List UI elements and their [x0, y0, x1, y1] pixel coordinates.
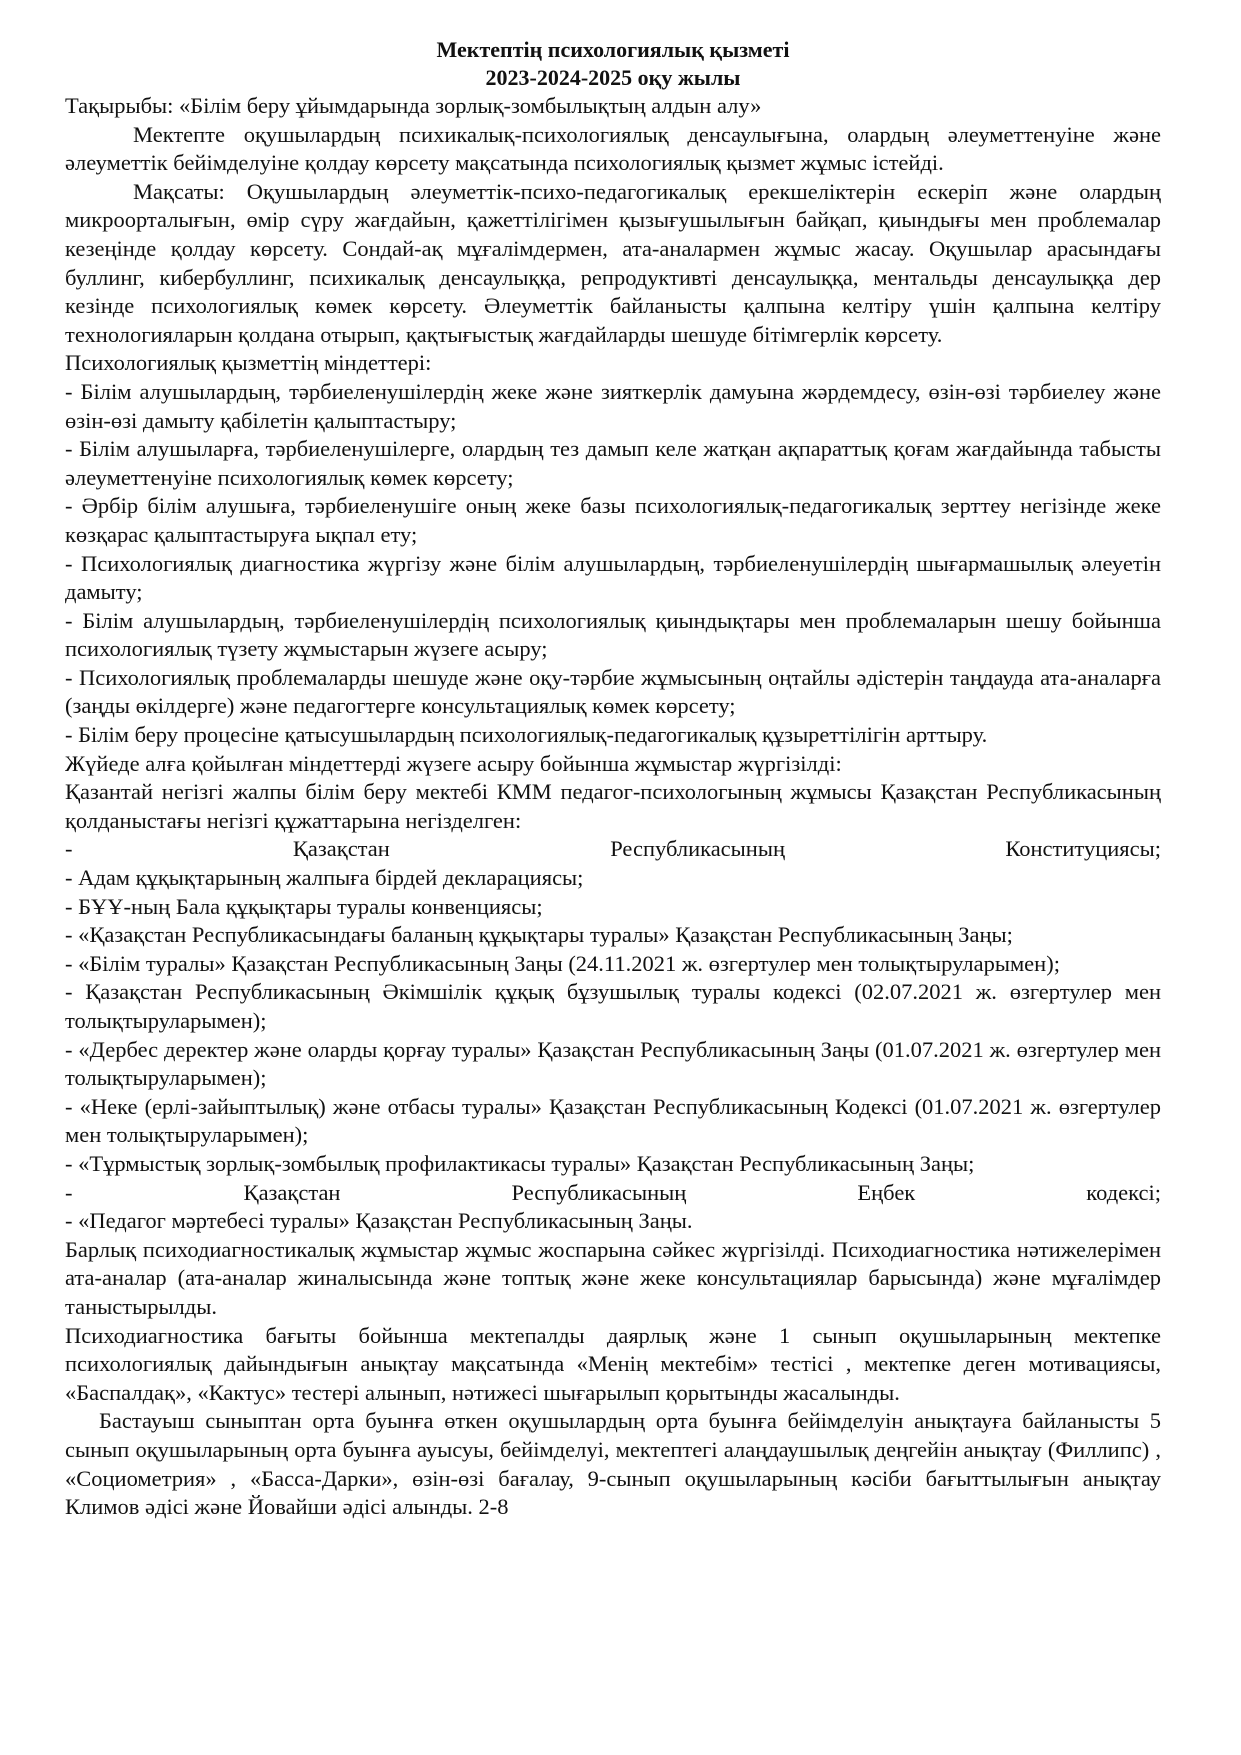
document-item: - «Неке (ерлі-зайыптылық) және отбасы туралы» Қазақстан Республикасының Кодексі (01.07.2021 ж. өзгертулер мен толықтыруларымен); — [65, 1093, 1161, 1148]
task-item: - Білім алушыларға, тәрбиеленушілерге, олардың тез дамып келе жатқан ақпараттық қоғам жағдайында табысты әлеуметтенуіне психологиялық көмек көрсету; — [65, 436, 1161, 490]
task-item: - Психологиялық диагностика жүргізу және білім алушылардың, тәрбиеленушілердің шығармашылық әлеуетін дамыту; — [65, 550, 1161, 605]
document-item: - Қазақстан Республикасының Конституциясы; — [65, 836, 1161, 862]
work-done-line: Жүйеде алға қойылған міндеттерді жүзеге асыру бойынша жұмыстар жүргізілді: — [65, 750, 842, 776]
task-item: - Психологиялық проблемаларды шешуде және оқу-тәрбие жұмысының оңтайлы әдістерін таңдауда ата-аналарға (заңды өкілдерге) және педагогтерге консультациялық көмек көрсету; — [65, 664, 1161, 719]
document-item: - Қазақстан Республикасының Әкімшілік құқық бұзушылық туралы кодексі (02.07.2021 ж. өзгертулер мен толықтыруларымен); — [65, 979, 1161, 1033]
psychodiagnostics-direction-paragraph: Психодиагностика бағыты бойынша мектепалды даярлық және 1 сынып оқушыларының мектепке психологиялық дайындығын анықтау мақсатында «Менің мектебім» тестісі , мектепке деген мотивациясы, «Баспалдақ», «Кактус» тестері алынып, нәтижесі шығарылып қорытынды жасалынды. — [65, 1322, 1161, 1405]
document-item: - Адам құқықтарының жалпыға бірдей декларациясы; — [65, 865, 584, 891]
topic-line: Тақырыбы: «Білім беру ұйымдарында зорлық-зомбылықтың алдын алу» — [65, 93, 762, 118]
document-item: - «Дербес деректер және оларды қорғау туралы» Қазақстан Республикасының Заңы (01.07.2021 ж. өзгертулер мен толықтыруларымен); — [65, 1036, 1161, 1091]
document-item: - «Педагог мәртебесі туралы» Қазақстан Республикасының Заңы. — [65, 1208, 693, 1234]
task-item: - Білім алушылардың, тәрбиеленушілердің жеке және зияткерлік дамуына жәрдемдесу, өзін-өзі тәрбиелеу және өзін-өзі дамыту қабілетін қалыптастыру; — [65, 378, 1161, 433]
psychodiagnostics-plan-paragraph: Барлық психодиагностикалық жұмыстар жұмыс жоспарына сәйкес жүргізілді. Психодиагностика нәтижелерімен ата-аналар (ата-аналар жиналысында және топтық және жеке консультациялар барысында) және мұғалімдер таныстырылды. — [65, 1236, 1161, 1319]
document-item: - Қазақстан Республикасының Еңбек кодексі; — [65, 1179, 1161, 1205]
intro-paragraph: Мектепте оқушылардың психикалық-психологиялық денсаулығына, олардың әлеуметтенуіне және әлеуметтік бейімделуіне қолдау көрсету мақсатында психологиялық қызмет жұмыс істейді. — [65, 121, 1161, 176]
document-item: - «Тұрмыстық зорлық-зомбылық профилактикасы туралы» Қазақстан Республикасының Заңы; — [65, 1150, 975, 1176]
document-title: Мектептің психологиялық қызметі — [436, 37, 790, 62]
task-item: - Білім алушылардың, тәрбиеленушілердің психологиялық қиындықтары мен проблемаларын шешу бойынша психологиялық түзету жұмыстарын жүзеге асыру; — [65, 607, 1161, 662]
document-item: - «Қазақстан Республикасындағы баланың құқықтары туралы» Қазақстан Республикасының Заңы; — [65, 922, 1013, 948]
transition-paragraph: Бастауыш сыныптан орта буынға өткен оқушылардың орта буынға бейімделуін анықтауға байланысты 5 сынып оқушыларының орта буынға ауысуы, бейімделуі, мектептегі алаңдаушылық деңгейін анықтау (Филлипс) , «Социометрия» , «Басса-Дарки», өзін-өзі бағалау, 9-сынып оқушыларының кәсіби бағыттылығын анықтау Климов әдісі және Йовайши әдісі алынды. 2-8 — [65, 1408, 1161, 1520]
tasks-heading: Психологиялық қызметтің міндеттері: — [65, 350, 432, 376]
goals-paragraph: Мақсаты: Оқушылардың әлеуметтік-психо-педагогикалық ерекшеліктерін ескеріп және олардың микроорталығын, өмір сүру жағдайын, қажеттілігімен қызығушылығын байқап, қиындығы мен проблемалар кезеңінде қолдау көрсету. Сондай-ақ мұғалімдермен, ата-аналармен жұмыс жасау. Оқушылар арасындағы буллинг, кибербуллинг, психикалық денсаулыққа, репродуктивті денсаулыққа, ментальды денсаулыққа дер кезінде психологиялық көмек көрсету. Әлеуметтік байланысты қалпына келтіру үшін қалпына келтіру технологияларын қолдана отырып, қақтығыстық жағдайларды шешуде бітімгерлік көрсету. — [65, 178, 1161, 347]
task-item: - Білім беру процесіне қатысушылардың психологиялық-педагогикалық құзыреттілігін арттыру. — [65, 722, 988, 748]
task-item: - Әрбір білім алушыға, тәрбиеленушіге оның жеке базы психологиялық-педагогикалық зерттеу негізінде жеке көзқарас қалыптастыруға ықпал ету; — [65, 493, 1161, 547]
document-page — [65, 36, 1161, 1522]
academic-years: 2023-2024-2025 оқу жылы — [485, 65, 741, 90]
document-item: - «Білім туралы» Қазақстан Республикасының Заңы (24.11.2021 ж. өзгертулер мен толықтыруларымен); — [65, 950, 1060, 976]
school-basis-paragraph: Қазантай негізгі жалпы білім беру мектебі КММ педагог-психологының жұмысы Қазақстан Республикасының қолданыстағы негізгі құжаттарына негізделген: — [65, 779, 1161, 833]
document-item: - БҰҰ-ның Бала құқықтары туралы конвенциясы; — [65, 893, 543, 919]
